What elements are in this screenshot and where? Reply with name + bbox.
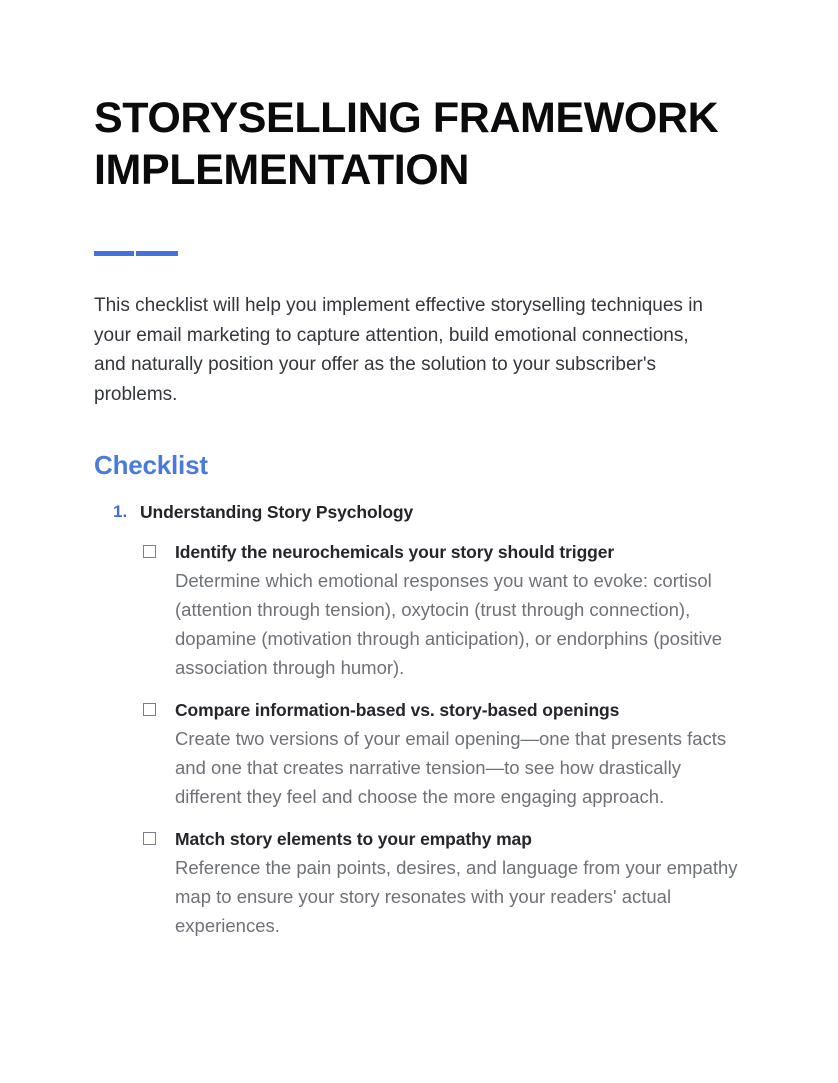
page-title-line-2: IMPLEMENTATION: [94, 146, 469, 194]
numbered-section: [94, 481, 744, 940]
list-item[interactable]: [140, 524, 744, 682]
checklist-item-description: Reference the pain points, desires, and language from your empathy map to ensure your story resonates with your readers' actual experiences.: [175, 857, 738, 936]
empty-checkbox-icon[interactable]: [143, 545, 156, 558]
intro-paragraph: This checklist will help you implement effective storyselling techniques in your email marketing to capture attention, build emotional connections, and naturally position your offer as the solution to your subscriber's problems.: [94, 295, 703, 405]
checkbox-list: [140, 524, 744, 940]
list-item[interactable]: [140, 682, 744, 811]
accent-divider-segment-right: [136, 251, 178, 256]
list-item[interactable]: [140, 811, 744, 940]
checklist-item-description: Determine which emotional responses you want to evoke: cortisol (attention through tension), oxytocin (trust through connection), dopamine (motivation through anticipation), or endorphins (positive association through humor).: [175, 570, 723, 678]
accent-divider: [94, 251, 178, 256]
numbered-section-list: [94, 481, 744, 940]
checklist-item-title: Identify the neurochemicals your story should trigger: [175, 542, 615, 562]
section-heading-label: Understanding Story Psychology: [140, 502, 414, 522]
document-content: [94, 0, 744, 940]
page-title-line-1: STORYSELLING FRAMEWORK: [94, 94, 719, 142]
section-number: 1.: [113, 502, 128, 521]
checklist-heading: Checklist: [94, 450, 208, 480]
accent-divider-segment-left: [94, 251, 134, 256]
checklist-item-description: Create two versions of your email opening—one that presents facts and one that creates narrative tension—to see how drastically different they feel and choose the more engaging approach.: [175, 728, 727, 807]
empty-checkbox-icon[interactable]: [143, 703, 156, 716]
checklist-item-title: Match story elements to your empathy map: [175, 829, 532, 849]
empty-checkbox-icon[interactable]: [143, 832, 156, 845]
page-title: [94, 0, 744, 196]
checklist-item-title: Compare information-based vs. story-based openings: [175, 700, 620, 720]
